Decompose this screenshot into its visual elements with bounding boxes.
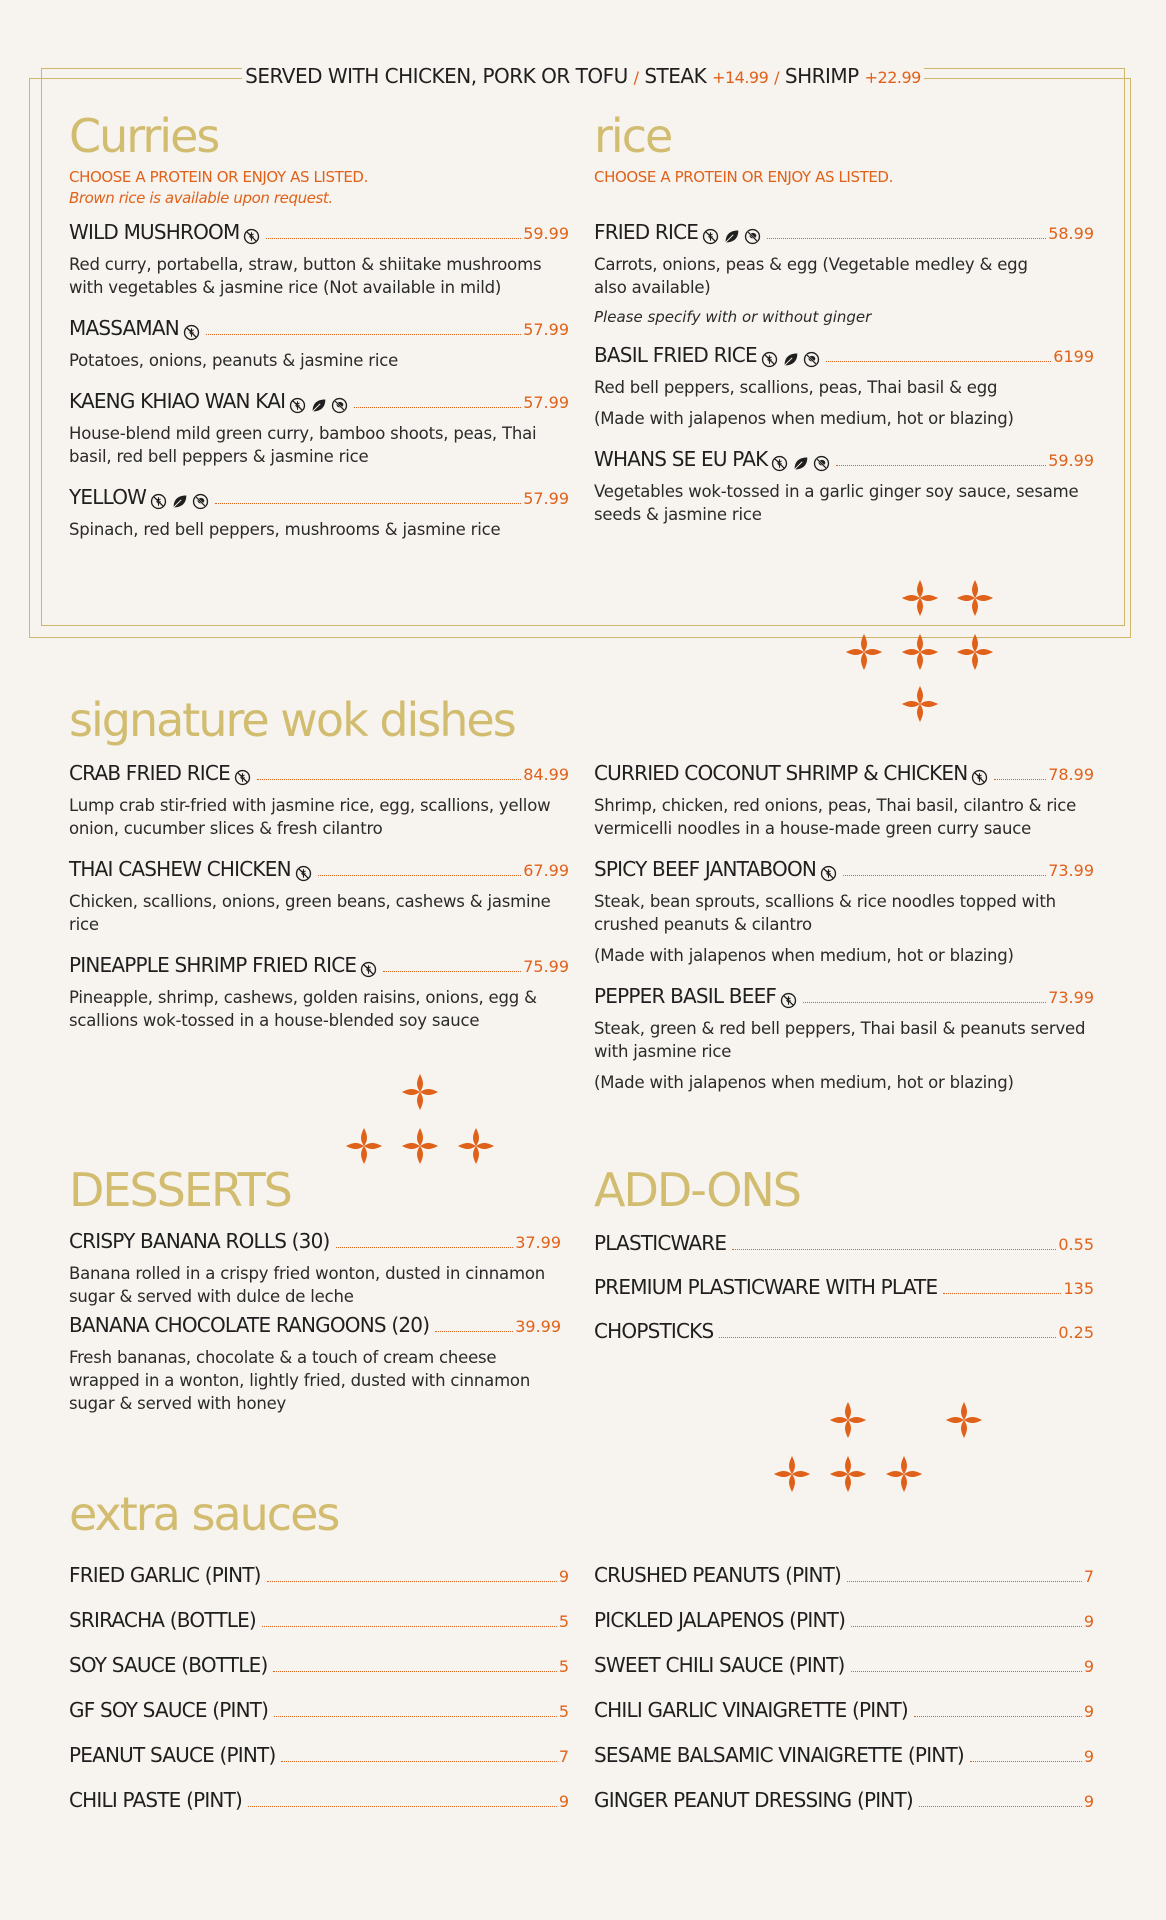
item-description: Pineapple, shrimp, cashews, golden raisins, onions, egg & scallions wok-tossed in a house-blended soy sauce — [69, 988, 537, 1030]
item-description: Steak, bean sprouts, scallions & rice noodles topped with crushed peanuts & cilantro — [594, 892, 1056, 934]
item-description: Red bell peppers, scallions, peas, Thai basil & egg — [594, 378, 998, 397]
nut-free-icon — [744, 228, 761, 245]
gluten-free-icon — [234, 769, 251, 786]
gluten-free-icon — [702, 228, 719, 245]
item-name: PINEAPPLE SHRIMP FRIED RICE — [69, 953, 357, 977]
item-price: 6199 — [1053, 347, 1094, 366]
leader-dots — [994, 778, 1046, 780]
leader-dots — [719, 1336, 1056, 1338]
desserts-section — [69, 1164, 561, 1415]
menu-item — [69, 1228, 561, 1308]
menu-item — [69, 388, 569, 468]
wok-section-right — [594, 760, 1094, 1094]
item-name: MASSAMAN — [69, 316, 179, 340]
item-price: 75.99 — [523, 957, 569, 976]
nut-free-icon — [192, 493, 209, 510]
vegan-leaf-icon — [792, 455, 809, 472]
menu-item — [69, 1312, 561, 1415]
leader-dots — [943, 1292, 1061, 1294]
leader-dots — [435, 1330, 513, 1332]
banner-separator: / — [774, 68, 780, 87]
vegan-leaf-icon — [310, 397, 327, 414]
leader-dots — [318, 874, 521, 876]
menu-item — [69, 315, 569, 372]
banner-shrimp-price: +22.99 — [864, 68, 921, 87]
leader-dots — [248, 1805, 557, 1807]
leader-dots — [970, 1760, 1082, 1762]
banner-shrimp: SHRIMP — [784, 64, 859, 88]
addons-section — [594, 1164, 1094, 1344]
item-price: 57.99 — [523, 489, 569, 508]
gluten-free-icon — [971, 769, 988, 786]
item-description-note: (Made with jalapenos when medium, hot or blazing) — [594, 946, 1014, 965]
banner-steak-price: +14.99 — [712, 68, 769, 87]
leader-dots — [383, 970, 521, 972]
item-name: WHANS SE EU PAK — [594, 447, 768, 471]
menu-item — [594, 1230, 1094, 1256]
item-description: Shrimp, chicken, red onions, peas, Thai basil, cilantro & rice vermicelli noodles in a house-made green curry sauce — [594, 796, 1077, 838]
item-price: 135 — [1063, 1279, 1094, 1298]
item-note: Please specify with or without ginger — [594, 308, 872, 326]
flower-cluster-decoration — [770, 1398, 990, 1502]
nut-free-icon — [331, 397, 348, 414]
item-price: 73.99 — [1048, 861, 1094, 880]
item-name: SWEET CHILI SAUCE (PINT) — [594, 1653, 845, 1677]
gluten-free-icon — [183, 324, 200, 341]
item-description: Steak, green & red bell peppers, Thai basil & peanuts served with jasmine rice — [594, 1019, 1086, 1061]
item-name: CRISPY BANANA ROLLS (30) — [69, 1229, 330, 1253]
banner-steak: STEAK — [644, 64, 707, 88]
item-name: BASIL FRIED RICE — [594, 343, 757, 367]
wok-title: signature wok dishes — [69, 693, 515, 747]
menu-item — [594, 1318, 1094, 1344]
item-price: 7 — [1083, 1567, 1094, 1586]
item-name: CHOPSTICKS — [594, 1319, 714, 1343]
leader-dots — [914, 1715, 1082, 1717]
vegan-leaf-icon — [723, 228, 740, 245]
leader-dots — [836, 464, 1046, 466]
item-name: CHILI PASTE (PINT) — [69, 1788, 243, 1812]
gluten-free-icon — [771, 455, 788, 472]
item-name: SOY SAUCE (BOTTLE) — [69, 1653, 268, 1677]
item-price: 57.99 — [523, 393, 569, 412]
item-name: PREMIUM PLASTICWARE WITH PLATE — [594, 1275, 938, 1299]
menu-item — [594, 1274, 1094, 1300]
gluten-free-icon — [761, 351, 778, 368]
item-description: Potatoes, onions, peanuts & jasmine rice — [69, 351, 399, 370]
leader-dots — [851, 1670, 1082, 1672]
item-description: Fresh bananas, chocolate & a touch of cream cheese wrapped in a wonton, lightly fried, dusted with cinnamon sugar & served with honey — [69, 1348, 531, 1413]
item-name: PLASTICWARE — [594, 1231, 727, 1255]
sauces-title: extra sauces — [69, 1487, 339, 1541]
item-name: PICKLED JALAPENOS (PINT) — [594, 1608, 846, 1632]
menu-item — [594, 1562, 1094, 1588]
rice-section — [594, 110, 1094, 526]
item-name: THAI CASHEW CHICKEN — [69, 857, 291, 881]
gluten-free-icon — [289, 397, 306, 414]
menu-item — [594, 342, 1094, 430]
item-price: 59.99 — [523, 224, 569, 243]
item-price: 9 — [1083, 1792, 1094, 1811]
flower-ornament-icon — [840, 576, 1000, 726]
item-name: BANANA CHOCOLATE RANGOONS (20) — [69, 1313, 430, 1337]
leader-dots — [919, 1805, 1082, 1807]
item-price: 67.99 — [523, 861, 569, 880]
item-name: CRAB FRIED RICE — [69, 761, 230, 785]
nut-free-icon — [813, 455, 830, 472]
menu-item — [594, 1697, 1094, 1723]
item-price: 5 — [558, 1702, 569, 1721]
leader-dots — [732, 1248, 1056, 1250]
curries-title: Curries — [69, 109, 219, 163]
item-description: Chicken, scallions, onions, green beans, cashews & jasmine rice — [69, 892, 551, 934]
item-name: GINGER PEANUT DRESSING (PINT) — [594, 1788, 913, 1812]
leader-dots — [336, 1246, 514, 1248]
wok-section-left — [69, 694, 569, 1032]
leader-dots — [206, 333, 521, 335]
item-description: Vegetables wok-tossed in a garlic ginger soy sauce, sesame seeds & jasmine rice — [594, 482, 1079, 524]
leader-dots — [262, 1625, 557, 1627]
item-description: House-blend mild green curry, bamboo shoots, peas, Thai basil, red bell peppers & jasmine rice — [69, 424, 537, 466]
item-price: 9 — [1083, 1657, 1094, 1676]
desserts-title: DESSERTS — [69, 1163, 291, 1217]
item-price: 7 — [558, 1747, 569, 1766]
flower-cluster-decoration — [840, 576, 1000, 730]
menu-item — [594, 1742, 1094, 1768]
sauces-section-right — [594, 1562, 1094, 1813]
menu-item — [69, 219, 569, 299]
leader-dots — [843, 874, 1046, 876]
menu-item — [69, 1697, 569, 1723]
menu-item — [69, 1742, 569, 1768]
item-description-note: (Made with jalapenos when medium, hot or blazing) — [594, 1073, 1014, 1092]
item-name: SESAME BALSAMIC VINAIGRETTE (PINT) — [594, 1743, 964, 1767]
gluten-free-icon — [820, 865, 837, 882]
gluten-free-icon — [243, 228, 260, 245]
leader-dots — [257, 778, 521, 780]
menu-item — [69, 760, 569, 840]
curries-section — [69, 110, 569, 541]
item-description-note: (Made with jalapenos when medium, hot or blazing) — [594, 409, 1014, 428]
leader-dots — [826, 360, 1051, 362]
item-name: PEPPER BASIL BEEF — [594, 984, 777, 1008]
item-price: 58.99 — [1048, 224, 1094, 243]
leader-dots — [267, 1580, 557, 1582]
item-price: 39.99 — [515, 1317, 561, 1336]
item-name: SRIRACHA (BOTTLE) — [69, 1608, 256, 1632]
item-price: 5 — [558, 1657, 569, 1676]
leader-dots — [847, 1580, 1082, 1582]
curries-note: Brown rice is available upon request. — [69, 189, 333, 207]
menu-item — [69, 1787, 569, 1813]
leader-dots — [281, 1760, 556, 1762]
gluten-free-icon — [780, 992, 797, 1009]
item-name: FRIED RICE — [594, 220, 699, 244]
item-description: Carrots, onions, peas & egg (Vegetable medley & egg also available) — [594, 255, 1028, 297]
item-price: 84.99 — [523, 765, 569, 784]
item-name: KAENG KHIAO WAN KAI — [69, 389, 286, 413]
item-name: GF SOY SAUCE (PINT) — [69, 1698, 269, 1722]
protein-banner — [242, 60, 924, 92]
item-price: 37.99 — [515, 1233, 561, 1252]
menu-item — [594, 856, 1094, 967]
leader-dots — [215, 502, 521, 504]
item-price: 0.55 — [1058, 1235, 1094, 1254]
item-description: Banana rolled in a crispy fried wonton, dusted in cinnamon sugar & served with dulce de leche — [69, 1264, 545, 1306]
flower-cluster-decoration — [342, 1070, 502, 1174]
menu-item — [69, 952, 569, 1032]
item-name: FRIED GARLIC (PINT) — [69, 1563, 261, 1587]
leader-dots — [851, 1625, 1082, 1627]
vegan-leaf-icon — [171, 493, 188, 510]
menu-item — [594, 760, 1094, 840]
menu-item — [594, 446, 1094, 526]
item-price: 9 — [1083, 1612, 1094, 1631]
banner-text: SERVED WITH CHICKEN, PORK OR TOFU — [245, 64, 628, 88]
item-name: SPICY BEEF JANTABOON — [594, 857, 817, 881]
leader-dots — [354, 406, 521, 408]
gluten-free-icon — [150, 493, 167, 510]
item-name: YELLOW — [69, 485, 147, 509]
leader-dots — [274, 1715, 557, 1717]
item-price: 57.99 — [523, 320, 569, 339]
leader-dots — [273, 1670, 556, 1672]
item-name: CURRIED COCONUT SHRIMP & CHICKEN — [594, 761, 968, 785]
menu-item — [594, 1607, 1094, 1633]
menu-item — [69, 856, 569, 936]
rice-subtitle: CHOOSE A PROTEIN OR ENJOY AS LISTED. — [594, 168, 893, 186]
item-name: PEANUT SAUCE (PINT) — [69, 1743, 276, 1767]
nut-free-icon — [803, 351, 820, 368]
item-description: Spinach, red bell peppers, mushrooms & jasmine rice — [69, 520, 501, 539]
flower-ornament-icon — [770, 1398, 990, 1498]
item-price: 78.99 — [1048, 765, 1094, 784]
flower-ornament-icon — [342, 1070, 502, 1170]
menu-item — [594, 1652, 1094, 1678]
banner-separator: / — [633, 68, 639, 87]
item-description: Lump crab stir-fried with jasmine rice, egg, scallions, yellow onion, cucumber slices & fresh cilantro — [69, 796, 551, 838]
item-price: 73.99 — [1048, 988, 1094, 1007]
item-name: WILD MUSHROOM — [69, 220, 240, 244]
item-name: CRUSHED PEANUTS (PINT) — [594, 1563, 842, 1587]
menu-item — [594, 983, 1094, 1094]
menu-item — [594, 219, 1094, 328]
item-price: 9 — [1083, 1747, 1094, 1766]
vegan-leaf-icon — [782, 351, 799, 368]
gluten-free-icon — [360, 961, 377, 978]
sauces-section-left — [69, 1488, 569, 1813]
item-price: 9 — [558, 1792, 569, 1811]
gluten-free-icon — [295, 865, 312, 882]
leader-dots — [803, 1001, 1046, 1003]
item-price: 5 — [558, 1612, 569, 1631]
item-name: CHILI GARLIC VINAIGRETTE (PINT) — [594, 1698, 908, 1722]
menu-item — [69, 1607, 569, 1633]
menu-item — [69, 1562, 569, 1588]
rice-title: rice — [594, 109, 672, 163]
curries-subtitle: CHOOSE A PROTEIN OR ENJOY AS LISTED. — [69, 168, 368, 186]
leader-dots — [266, 237, 521, 239]
item-price: 0.25 — [1058, 1323, 1094, 1342]
menu-item — [69, 1652, 569, 1678]
item-price: 59.99 — [1048, 451, 1094, 470]
menu-item — [594, 1787, 1094, 1813]
item-price: 9 — [1083, 1702, 1094, 1721]
item-description: Red curry, portabella, straw, button & shiitake mushrooms with vegetables & jasmine rice (Not available in mild) — [69, 255, 542, 297]
addons-title: ADD-ONS — [594, 1163, 801, 1217]
item-price: 9 — [558, 1567, 569, 1586]
menu-item — [69, 484, 569, 541]
leader-dots — [767, 237, 1046, 239]
